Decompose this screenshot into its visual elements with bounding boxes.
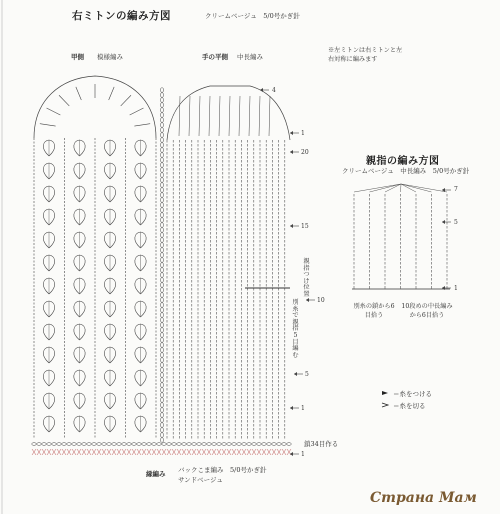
row-marker-1-top: 1 <box>301 130 305 137</box>
edging-stitch <box>162 449 166 455</box>
thumb-decrease <box>354 184 401 192</box>
edging-stitch <box>37 449 41 455</box>
seam-chain <box>160 388 163 392</box>
seam-chain <box>160 358 163 362</box>
seam-chain <box>160 198 163 202</box>
foundation-chain <box>197 443 201 446</box>
seam-chain <box>160 258 163 262</box>
foundation-chain <box>242 443 246 446</box>
dome-stitch <box>209 96 210 136</box>
edging-stitch <box>242 449 246 455</box>
foundation-chain <box>232 443 236 446</box>
seam-chain <box>160 223 163 227</box>
mitten-palm-stitches <box>160 86 290 442</box>
seam-chain <box>160 338 163 342</box>
foundation-chain <box>222 443 226 446</box>
edging-stitch <box>222 449 226 455</box>
foundation-chain <box>87 443 91 446</box>
foundation-chain <box>257 443 261 446</box>
arrow-head <box>290 224 293 228</box>
foundation-chain <box>32 443 36 446</box>
edging-stitch <box>107 449 111 455</box>
foundation-chain <box>287 443 291 446</box>
seam-chain <box>160 133 163 137</box>
foundation-chain <box>107 443 111 446</box>
foundation-chain <box>212 443 216 446</box>
seam-chain <box>160 408 163 412</box>
foundation-chain <box>262 443 266 446</box>
seam-chain <box>160 348 163 352</box>
seam-chain <box>160 333 163 337</box>
edging-stitch <box>167 449 171 455</box>
seam-chain <box>160 368 163 372</box>
edging-stitch <box>217 449 221 455</box>
edging-label: 縁編み <box>146 470 166 478</box>
edging-stitch <box>92 449 96 455</box>
seam-chain <box>160 428 163 432</box>
seam-chain <box>160 148 163 152</box>
edging-stitch <box>132 449 136 455</box>
foundation-chain <box>172 443 176 446</box>
edging-stitch <box>197 449 201 455</box>
seam-chain <box>160 208 163 212</box>
back-label: 甲側 <box>71 53 84 61</box>
arrow-head <box>290 150 293 154</box>
foundation-chain <box>52 443 56 446</box>
edging-stitch <box>212 449 216 455</box>
foundation-chain <box>177 443 181 446</box>
join-yarn-symbol <box>382 391 388 395</box>
seam-chain <box>160 123 163 127</box>
row-marker-5: 5 <box>305 371 309 378</box>
edging-stitch <box>87 449 91 455</box>
dome-stitch <box>121 95 131 106</box>
seam-chain <box>160 243 163 247</box>
seam-chain <box>160 353 163 357</box>
dome-stitch <box>76 87 81 100</box>
dome-stitch <box>59 95 69 106</box>
edging-stitch <box>277 449 281 455</box>
palm-dome <box>167 86 290 140</box>
seam-chain <box>160 298 163 302</box>
seam-chain <box>160 98 163 102</box>
thumb-pickup-right: 10段めの中長編みから6目拾う <box>401 303 453 319</box>
seam-chain <box>160 143 163 147</box>
foundation-chain <box>67 443 71 446</box>
edging-stitch <box>47 449 51 455</box>
legend-join: ＝糸をつける <box>393 390 432 398</box>
waste-yarn-label: 別糸で親指5目編む <box>292 299 299 359</box>
foundation-chain <box>167 443 171 446</box>
seam-chain <box>160 103 163 107</box>
foundation-chain <box>187 443 191 446</box>
edging-stitch <box>62 449 66 455</box>
foundation-chain <box>277 443 281 446</box>
foundation-chain <box>162 443 166 446</box>
seam-chain <box>160 373 163 377</box>
foundation-chain <box>57 443 61 446</box>
arrow-head <box>260 88 263 92</box>
thumb-decrease <box>401 184 402 192</box>
seam-chain <box>160 163 163 167</box>
foundation-chain <box>112 443 116 446</box>
seam-chain <box>160 203 163 207</box>
seam-chain <box>160 318 163 322</box>
dome-stitch <box>229 96 230 136</box>
foundation-chain <box>272 443 276 446</box>
foundation-chain <box>152 443 156 446</box>
foundation-chain <box>132 443 136 446</box>
row-marker-15: 15 <box>301 223 309 230</box>
arrow-head <box>290 406 293 410</box>
foundation-chain <box>282 443 286 446</box>
dome-stitch <box>109 87 114 100</box>
edging-stitch <box>72 449 76 455</box>
edging-stitch <box>272 449 276 455</box>
seam-chain <box>160 288 163 292</box>
thumb-decrease <box>401 184 432 192</box>
foundation-chain <box>42 443 46 446</box>
seam-chain <box>160 263 163 267</box>
edging-stitch <box>112 449 116 455</box>
arrow-head <box>306 298 309 302</box>
row-marker-20: 20 <box>301 149 309 156</box>
seam-chain <box>160 328 163 332</box>
foundation-chain <box>127 443 131 446</box>
edging-stitch <box>147 449 151 455</box>
foundation-chain <box>122 443 126 446</box>
seam-chain <box>160 108 163 112</box>
edging-stitch <box>257 449 261 455</box>
seam-chain <box>160 293 163 297</box>
back-stitch: 模様編み <box>97 53 123 61</box>
palm-label: 手の平側 <box>202 53 228 61</box>
cut-yarn-symbol <box>382 403 388 407</box>
edging-stitch <box>57 449 61 455</box>
row-marker-4: 4 <box>272 87 276 94</box>
edging-stitch <box>117 449 121 455</box>
seam-chain <box>160 398 163 402</box>
foundation-chain <box>192 443 196 446</box>
foundation-chain <box>207 443 211 446</box>
foundation-chain <box>77 443 81 446</box>
watermark-text: Страна Мам <box>370 490 477 506</box>
foundation-chain <box>157 443 161 446</box>
foundation-chain <box>92 443 96 446</box>
seam-chain <box>160 178 163 182</box>
edging-stitch <box>157 449 161 455</box>
seam-chain <box>160 403 163 407</box>
seam-chain <box>160 188 163 192</box>
foundation-chain <box>142 443 146 446</box>
foundation-chain <box>182 443 186 446</box>
seam-chain <box>160 253 163 257</box>
seam-chain <box>160 343 163 347</box>
thumb-title: 親指の編み方図 <box>366 156 440 167</box>
foundation-chain <box>202 443 206 446</box>
seam-chain <box>160 128 163 132</box>
seam-chain <box>160 413 163 417</box>
dome-stitch <box>259 96 260 136</box>
dome-stitch <box>249 96 250 136</box>
foundation-chain <box>267 443 271 446</box>
thumb-decrease <box>401 184 447 192</box>
edging-stitch <box>97 449 101 455</box>
edging-stitch <box>172 449 176 455</box>
edging-stitch <box>67 449 71 455</box>
seam-chain <box>160 308 163 312</box>
row-marker-1: 1 <box>301 405 305 412</box>
foundation-chain <box>97 443 101 446</box>
edging-stitch <box>152 449 156 455</box>
edging-stitch: バックこま編み 5/0号かぎ針 <box>178 466 267 474</box>
edging-stitch <box>252 449 256 455</box>
thumb-stitches <box>352 184 450 289</box>
seam-chain <box>160 433 163 437</box>
seam-chain <box>160 383 163 387</box>
dome-stitch <box>40 124 56 126</box>
mitten-title: 右ミトンの編み方図 <box>72 10 171 22</box>
foundation-chain <box>137 443 141 446</box>
dome-stitch <box>239 96 240 136</box>
edging-stitch <box>122 449 126 455</box>
dome-stitch <box>219 96 220 136</box>
thumb-position-label: 親指つけ位置 <box>303 258 310 298</box>
dome-stitch <box>199 96 200 136</box>
palm-stitch: 中長編み <box>237 53 263 61</box>
seam-chain <box>160 323 163 327</box>
seam-chain <box>160 173 163 177</box>
seam-chain <box>160 218 163 222</box>
legend-cut: ＝糸を切る <box>393 402 426 410</box>
edging-stitch <box>282 449 286 455</box>
edging-stitch <box>82 449 86 455</box>
symmetry-note: ※左ミトンは右ミトンと左右対称に編みます <box>328 47 403 63</box>
mitten-back-lace <box>34 76 156 438</box>
edging-stitch <box>142 449 146 455</box>
edging-stitch <box>42 449 46 455</box>
thumb-pickup-left: 別糸の鎖から6目拾う <box>353 303 395 319</box>
seam-chain <box>160 248 163 252</box>
foundation-chain <box>82 443 86 446</box>
foundation-chain <box>47 443 51 446</box>
edging-stitch <box>192 449 196 455</box>
seam-chain <box>160 113 163 117</box>
seam-chain <box>160 168 163 172</box>
row-marker-1-edging: 1 <box>301 451 305 458</box>
edging-stitch <box>127 449 131 455</box>
seam-chain <box>160 183 163 187</box>
edging-stitch <box>187 449 191 455</box>
dome-stitch <box>130 108 144 115</box>
seam-chain <box>160 118 163 122</box>
dome-stitch <box>134 124 150 126</box>
thumb-marker-1: 1 <box>454 285 458 292</box>
seam-chain <box>160 273 163 277</box>
edging-stitch <box>247 449 251 455</box>
chain-start-label: 鎖34目作る <box>304 440 339 448</box>
foundation-chain <box>217 443 221 446</box>
seam-chain <box>160 393 163 397</box>
arrow-head <box>290 452 293 456</box>
seam-chain <box>160 418 163 422</box>
seam-chain <box>160 158 163 162</box>
edging-stitch <box>207 449 211 455</box>
mitten-edging <box>32 443 291 455</box>
seam-chain <box>160 313 163 317</box>
seam-chain <box>160 233 163 237</box>
seam-chain <box>160 303 163 307</box>
edging-stitch <box>267 449 271 455</box>
seam-chain <box>160 138 163 142</box>
arrow-head <box>442 220 445 224</box>
seam-chain <box>160 88 163 92</box>
seam-chain <box>160 153 163 157</box>
seam-chain <box>160 283 163 287</box>
dome-stitch <box>179 96 180 136</box>
legend-marks <box>382 391 388 407</box>
edging-stitch <box>102 449 106 455</box>
edging-stitch <box>182 449 186 455</box>
foundation-chain <box>237 443 241 446</box>
foundation-chain <box>247 443 251 446</box>
dome-stitch <box>47 108 61 115</box>
thumb-decrease <box>370 184 402 192</box>
seam-chain <box>160 213 163 217</box>
thumb-marker-7: 7 <box>454 186 458 193</box>
foundation-chain <box>227 443 231 446</box>
edging-stitch <box>232 449 236 455</box>
seam-chain <box>160 93 163 97</box>
dome-stitch <box>189 96 190 136</box>
edging-stitch <box>227 449 231 455</box>
foundation-chain <box>37 443 41 446</box>
mitten-yarn: クリームベージュ 5/0号かぎ針 <box>205 12 300 20</box>
seam-chain <box>160 193 163 197</box>
arrow-head <box>290 131 293 135</box>
edging-stitch <box>137 449 141 455</box>
thumb-marker-5: 5 <box>454 219 458 226</box>
edging-color: サンドベージュ <box>178 476 223 484</box>
edging-stitch <box>77 449 81 455</box>
foundation-chain <box>62 443 66 446</box>
seam-chain <box>160 363 163 367</box>
foundation-chain <box>147 443 151 446</box>
foundation-chain <box>252 443 256 446</box>
dome-stitch <box>269 96 270 136</box>
foundation-chain <box>72 443 76 446</box>
edging-stitch <box>202 449 206 455</box>
seam-chain <box>160 228 163 232</box>
foundation-chain <box>102 443 106 446</box>
foundation-chain <box>117 443 121 446</box>
seam-chain <box>160 278 163 282</box>
seam-chain <box>160 268 163 272</box>
seam-chain <box>160 438 163 442</box>
seam-chain <box>160 238 163 242</box>
seam-chain <box>160 378 163 382</box>
edging-stitch <box>237 449 241 455</box>
edging-stitch <box>32 449 36 455</box>
seam-chain <box>160 423 163 427</box>
edging-stitch <box>52 449 56 455</box>
edging-stitch <box>177 449 181 455</box>
arrow-head <box>294 372 297 376</box>
thumb-yarn: クリームベージュ 中長編み 5/0号かぎ針 <box>342 167 470 175</box>
edging-stitch <box>262 449 266 455</box>
row-marker-10: 10 <box>317 297 325 304</box>
